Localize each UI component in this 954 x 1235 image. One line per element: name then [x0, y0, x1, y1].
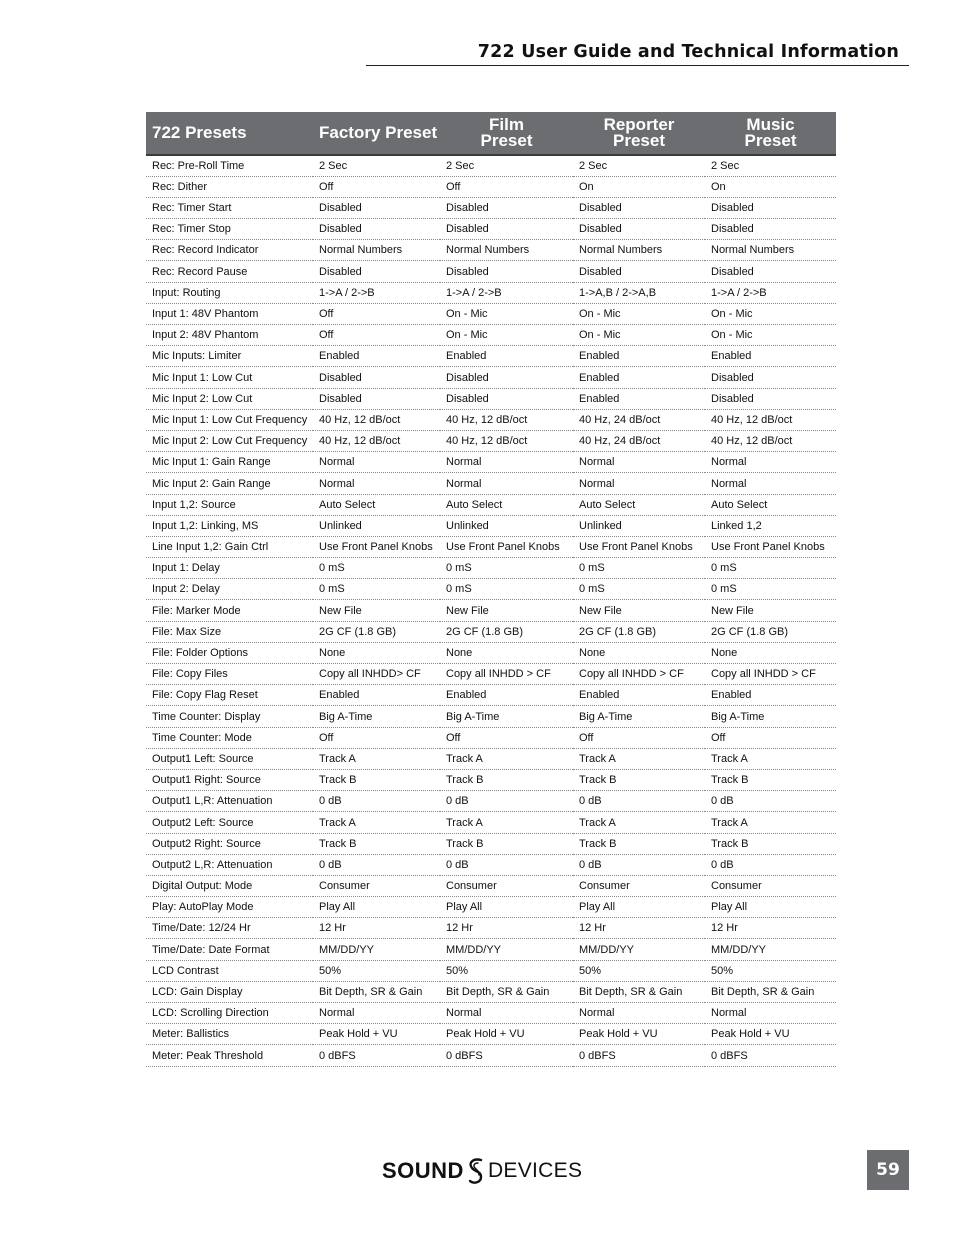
preset-value-cell: Disabled — [705, 261, 836, 282]
preset-value-cell: Track B — [440, 769, 573, 790]
table-row — [146, 303, 836, 324]
column-header — [705, 112, 836, 155]
preset-value-cell: Copy all INHDD > CF — [440, 664, 573, 685]
setting-name-cell: Play: AutoPlay Mode — [146, 897, 313, 918]
preset-value-cell: 50% — [440, 960, 573, 981]
preset-value-cell: Track A — [313, 812, 440, 833]
table-row — [146, 791, 836, 812]
setting-name-cell: File: Copy Files — [146, 664, 313, 685]
column-header-line: Reporter — [603, 115, 675, 134]
table-row — [146, 579, 836, 600]
preset-value-cell: MM/DD/YY — [313, 939, 440, 960]
preset-value-cell: 0 dB — [313, 854, 440, 875]
preset-value-cell: MM/DD/YY — [440, 939, 573, 960]
column-header — [313, 112, 440, 155]
preset-value-cell: Use Front Panel Knobs — [705, 536, 836, 557]
table-row — [146, 621, 836, 642]
preset-value-cell: 2G CF (1.8 GB) — [573, 621, 705, 642]
preset-value-cell: Copy all INHDD > CF — [573, 664, 705, 685]
preset-value-cell: Unlinked — [313, 515, 440, 536]
preset-value-cell: 0 mS — [573, 558, 705, 579]
preset-value-cell: Use Front Panel Knobs — [573, 536, 705, 557]
preset-value-cell: Normal — [440, 473, 573, 494]
logo-sound-text: SOUND — [382, 1158, 464, 1183]
setting-name-cell: Rec: Dither — [146, 176, 313, 197]
preset-value-cell: Off — [313, 303, 440, 324]
preset-value-cell: Use Front Panel Knobs — [313, 536, 440, 557]
preset-value-cell: Big A-Time — [313, 706, 440, 727]
preset-value-cell: Copy all INHDD > CF — [705, 664, 836, 685]
table-row — [146, 409, 836, 430]
preset-value-cell: Disabled — [573, 219, 705, 240]
preset-value-cell: Disabled — [573, 261, 705, 282]
preset-value-cell: Off — [573, 727, 705, 748]
preset-value-cell: Play All — [313, 897, 440, 918]
setting-name-cell: Output2 Right: Source — [146, 833, 313, 854]
setting-name-cell: Meter: Peak Threshold — [146, 1045, 313, 1066]
preset-value-cell: 0 dBFS — [705, 1045, 836, 1066]
preset-value-cell: Track A — [573, 748, 705, 769]
preset-value-cell: Track A — [705, 812, 836, 833]
preset-value-cell: 40 Hz, 12 dB/oct — [705, 430, 836, 451]
preset-value-cell: Big A-Time — [705, 706, 836, 727]
preset-value-cell: Disabled — [313, 219, 440, 240]
setting-name-cell: Time Counter: Mode — [146, 727, 313, 748]
preset-value-cell: Normal — [313, 1003, 440, 1024]
table-row — [146, 727, 836, 748]
setting-name-cell: File: Marker Mode — [146, 600, 313, 621]
preset-value-cell: 0 dB — [440, 854, 573, 875]
setting-name-cell: Input 2: Delay — [146, 579, 313, 600]
presets-table-header — [146, 112, 836, 155]
preset-value-cell: Normal — [573, 1003, 705, 1024]
setting-name-cell: File: Max Size — [146, 621, 313, 642]
preset-value-cell: Normal — [440, 452, 573, 473]
preset-value-cell: 0 dB — [440, 791, 573, 812]
header-row — [146, 112, 836, 155]
preset-value-cell: Bit Depth, SR & Gain — [705, 981, 836, 1002]
preset-value-cell: Play All — [573, 897, 705, 918]
column-header — [440, 112, 573, 155]
column-header — [146, 112, 313, 155]
table-row — [146, 452, 836, 473]
preset-value-cell: Track A — [440, 812, 573, 833]
preset-value-cell: Disabled — [313, 261, 440, 282]
preset-value-cell: Enabled — [313, 346, 440, 367]
preset-value-cell: Big A-Time — [573, 706, 705, 727]
preset-value-cell: 40 Hz, 12 dB/oct — [313, 430, 440, 451]
table-row — [146, 176, 836, 197]
setting-name-cell: Line Input 1,2: Gain Ctrl — [146, 536, 313, 557]
preset-value-cell: Enabled — [440, 685, 573, 706]
preset-value-cell: 0 mS — [313, 579, 440, 600]
setting-name-cell: File: Copy Flag Reset — [146, 685, 313, 706]
table-row — [146, 515, 836, 536]
preset-value-cell: None — [573, 642, 705, 663]
preset-value-cell: Peak Hold + VU — [313, 1024, 440, 1045]
table-row — [146, 473, 836, 494]
preset-value-cell: Bit Depth, SR & Gain — [573, 981, 705, 1002]
preset-value-cell: Play All — [705, 897, 836, 918]
preset-value-cell: 0 dB — [705, 854, 836, 875]
preset-value-cell: Track A — [573, 812, 705, 833]
preset-value-cell: Disabled — [313, 197, 440, 218]
table-row — [146, 282, 836, 303]
preset-value-cell: Peak Hold + VU — [705, 1024, 836, 1045]
sound-devices-logo — [382, 1154, 582, 1188]
table-row — [146, 240, 836, 261]
preset-value-cell: 0 mS — [440, 579, 573, 600]
setting-name-cell: Output1 Left: Source — [146, 748, 313, 769]
column-header-line: Preset — [744, 131, 797, 150]
setting-name-cell: Meter: Ballistics — [146, 1024, 313, 1045]
preset-value-cell: Disabled — [440, 388, 573, 409]
preset-value-cell: Enabled — [573, 685, 705, 706]
preset-value-cell: 0 mS — [313, 558, 440, 579]
preset-value-cell: Track B — [573, 769, 705, 790]
preset-value-cell: New File — [440, 600, 573, 621]
preset-value-cell: Disabled — [440, 219, 573, 240]
preset-value-cell: Off — [313, 176, 440, 197]
column-header-line: Film — [489, 115, 524, 134]
preset-value-cell: On — [705, 176, 836, 197]
setting-name-cell: LCD: Gain Display — [146, 981, 313, 1002]
setting-name-cell: Input 2: 48V Phantom — [146, 325, 313, 346]
preset-value-cell: Auto Select — [705, 494, 836, 515]
table-row — [146, 388, 836, 409]
preset-value-cell: Normal Numbers — [313, 240, 440, 261]
document-header: 722 User Guide and Technical Information — [366, 40, 909, 66]
preset-value-cell: 40 Hz, 24 dB/oct — [573, 430, 705, 451]
setting-name-cell: Rec: Timer Stop — [146, 219, 313, 240]
preset-value-cell: Peak Hold + VU — [573, 1024, 705, 1045]
preset-value-cell: Disabled — [705, 388, 836, 409]
table-row — [146, 875, 836, 896]
setting-name-cell: Rec: Pre-Roll Time — [146, 155, 313, 176]
setting-name-cell: Rec: Record Indicator — [146, 240, 313, 261]
preset-value-cell: 2 Sec — [313, 155, 440, 176]
setting-name-cell: Time/Date: Date Format — [146, 939, 313, 960]
table-row — [146, 367, 836, 388]
preset-value-cell: 2 Sec — [573, 155, 705, 176]
preset-value-cell: New File — [573, 600, 705, 621]
table-row — [146, 600, 836, 621]
preset-value-cell: Disabled — [705, 219, 836, 240]
column-header-line: Music — [746, 115, 795, 134]
preset-value-cell: Copy all INHDD> CF — [313, 664, 440, 685]
preset-value-cell: Normal — [440, 1003, 573, 1024]
preset-value-cell: Disabled — [440, 197, 573, 218]
preset-value-cell: 0 dBFS — [440, 1045, 573, 1066]
preset-value-cell: Consumer — [313, 875, 440, 896]
setting-name-cell: File: Folder Options — [146, 642, 313, 663]
table-row — [146, 1045, 836, 1066]
preset-value-cell: 2 Sec — [440, 155, 573, 176]
setting-name-cell: Mic Inputs: Limiter — [146, 346, 313, 367]
setting-name-cell: Time Counter: Display — [146, 706, 313, 727]
preset-value-cell: Auto Select — [573, 494, 705, 515]
preset-value-cell: 40 Hz, 12 dB/oct — [440, 409, 573, 430]
preset-value-cell: Track A — [440, 748, 573, 769]
preset-value-cell: Disabled — [705, 197, 836, 218]
preset-value-cell: Off — [440, 727, 573, 748]
preset-value-cell: Normal Numbers — [440, 240, 573, 261]
preset-value-cell: Track B — [573, 833, 705, 854]
preset-value-cell: Auto Select — [313, 494, 440, 515]
setting-name-cell: Mic Input 1: Gain Range — [146, 452, 313, 473]
preset-value-cell: 1->A / 2->B — [440, 282, 573, 303]
table-row — [146, 536, 836, 557]
preset-value-cell: Enabled — [573, 388, 705, 409]
preset-value-cell: On — [573, 176, 705, 197]
setting-name-cell: Input 1: 48V Phantom — [146, 303, 313, 324]
setting-name-cell: Rec: Record Pause — [146, 261, 313, 282]
table-row — [146, 197, 836, 218]
preset-value-cell: Enabled — [705, 346, 836, 367]
preset-value-cell: Track B — [440, 833, 573, 854]
table-row — [146, 897, 836, 918]
preset-value-cell: On - Mic — [440, 303, 573, 324]
preset-value-cell: Enabled — [440, 346, 573, 367]
preset-value-cell: Normal — [313, 452, 440, 473]
column-header-line: Factory Preset — [319, 123, 438, 142]
table-row — [146, 769, 836, 790]
preset-value-cell: Disabled — [313, 388, 440, 409]
table-row — [146, 812, 836, 833]
preset-value-cell: 0 mS — [705, 558, 836, 579]
preset-value-cell: Track B — [705, 769, 836, 790]
setting-name-cell: Output2 L,R: Attenuation — [146, 854, 313, 875]
preset-value-cell: Consumer — [573, 875, 705, 896]
preset-value-cell: Normal — [573, 473, 705, 494]
preset-value-cell: 1->A / 2->B — [313, 282, 440, 303]
preset-value-cell: Unlinked — [440, 515, 573, 536]
preset-value-cell: Off — [440, 176, 573, 197]
table-row — [146, 960, 836, 981]
setting-name-cell: Output1 L,R: Attenuation — [146, 791, 313, 812]
setting-name-cell: Input 1: Delay — [146, 558, 313, 579]
setting-name-cell: Digital Output: Mode — [146, 875, 313, 896]
table-row — [146, 261, 836, 282]
preset-value-cell: 2 Sec — [705, 155, 836, 176]
table-row — [146, 664, 836, 685]
preset-value-cell: New File — [705, 600, 836, 621]
table-row — [146, 219, 836, 240]
preset-value-cell: Disabled — [313, 367, 440, 388]
table-row — [146, 494, 836, 515]
preset-value-cell: 0 mS — [573, 579, 705, 600]
preset-value-cell: Auto Select — [440, 494, 573, 515]
preset-value-cell: 2G CF (1.8 GB) — [440, 621, 573, 642]
preset-value-cell: On - Mic — [440, 325, 573, 346]
setting-name-cell: LCD Contrast — [146, 960, 313, 981]
preset-value-cell: 0 mS — [705, 579, 836, 600]
setting-name-cell: Rec: Timer Start — [146, 197, 313, 218]
preset-value-cell: Normal — [705, 1003, 836, 1024]
preset-value-cell: 12 Hr — [573, 918, 705, 939]
column-header — [573, 112, 705, 155]
column-header-line: Preset — [480, 131, 533, 150]
preset-value-cell: Track A — [313, 748, 440, 769]
preset-value-cell: Consumer — [705, 875, 836, 896]
preset-value-cell: 50% — [705, 960, 836, 981]
preset-value-cell: 12 Hr — [705, 918, 836, 939]
preset-value-cell: MM/DD/YY — [705, 939, 836, 960]
preset-value-cell: Normal — [313, 473, 440, 494]
setting-name-cell: Mic Input 1: Low Cut Frequency — [146, 409, 313, 430]
preset-value-cell: 0 dB — [573, 854, 705, 875]
preset-value-cell: 0 dBFS — [313, 1045, 440, 1066]
preset-value-cell: On - Mic — [705, 325, 836, 346]
preset-value-cell: 12 Hr — [313, 918, 440, 939]
preset-value-cell: Disabled — [573, 197, 705, 218]
presets-table — [146, 112, 836, 1067]
preset-value-cell: Linked 1,2 — [705, 515, 836, 536]
preset-value-cell: Unlinked — [573, 515, 705, 536]
setting-name-cell: LCD: Scrolling Direction — [146, 1003, 313, 1024]
setting-name-cell: Output2 Left: Source — [146, 812, 313, 833]
swirl-s-icon — [465, 1156, 487, 1186]
table-row — [146, 939, 836, 960]
preset-value-cell: Enabled — [573, 346, 705, 367]
setting-name-cell: Input 1,2: Linking, MS — [146, 515, 313, 536]
page-number: 59 — [867, 1150, 909, 1190]
preset-value-cell: Bit Depth, SR & Gain — [313, 981, 440, 1002]
column-header-line: 722 Presets — [152, 123, 247, 142]
preset-value-cell: 1->A,B / 2->A,B — [573, 282, 705, 303]
table-row — [146, 854, 836, 875]
preset-value-cell: On - Mic — [573, 303, 705, 324]
preset-value-cell: Normal — [705, 473, 836, 494]
table-row — [146, 833, 836, 854]
setting-name-cell: Input: Routing — [146, 282, 313, 303]
preset-value-cell: 40 Hz, 24 dB/oct — [573, 409, 705, 430]
table-row — [146, 918, 836, 939]
preset-value-cell: None — [705, 642, 836, 663]
table-row — [146, 1003, 836, 1024]
table-row — [146, 155, 836, 176]
table-row — [146, 748, 836, 769]
table-row — [146, 642, 836, 663]
preset-value-cell: Track A — [705, 748, 836, 769]
setting-name-cell: Input 1,2: Source — [146, 494, 313, 515]
preset-value-cell: 40 Hz, 12 dB/oct — [440, 430, 573, 451]
preset-value-cell: 40 Hz, 12 dB/oct — [705, 409, 836, 430]
setting-name-cell: Mic Input 2: Low Cut — [146, 388, 313, 409]
preset-value-cell: Off — [313, 325, 440, 346]
preset-value-cell: Disabled — [440, 367, 573, 388]
table-row — [146, 325, 836, 346]
preset-value-cell: Off — [313, 727, 440, 748]
preset-value-cell: Track B — [313, 769, 440, 790]
preset-value-cell: Big A-Time — [440, 706, 573, 727]
preset-value-cell: Normal Numbers — [705, 240, 836, 261]
setting-name-cell: Mic Input 2: Low Cut Frequency — [146, 430, 313, 451]
table-row — [146, 706, 836, 727]
preset-value-cell: 0 dB — [705, 791, 836, 812]
preset-value-cell: On - Mic — [573, 325, 705, 346]
preset-value-cell: 0 dB — [573, 791, 705, 812]
preset-value-cell: Play All — [440, 897, 573, 918]
preset-value-cell: New File — [313, 600, 440, 621]
preset-value-cell: 2G CF (1.8 GB) — [313, 621, 440, 642]
table-row — [146, 346, 836, 367]
preset-value-cell: 40 Hz, 12 dB/oct — [313, 409, 440, 430]
preset-value-cell: Normal — [573, 452, 705, 473]
preset-value-cell: MM/DD/YY — [573, 939, 705, 960]
preset-value-cell: Off — [705, 727, 836, 748]
preset-value-cell: On - Mic — [705, 303, 836, 324]
preset-value-cell: 50% — [313, 960, 440, 981]
preset-value-cell: Disabled — [440, 261, 573, 282]
preset-value-cell: Peak Hold + VU — [440, 1024, 573, 1045]
setting-name-cell: Mic Input 1: Low Cut — [146, 367, 313, 388]
preset-value-cell: Normal — [705, 452, 836, 473]
table-row — [146, 1024, 836, 1045]
column-header-line: Preset — [613, 131, 665, 150]
preset-value-cell: Bit Depth, SR & Gain — [440, 981, 573, 1002]
preset-value-cell: 50% — [573, 960, 705, 981]
table-row — [146, 430, 836, 451]
preset-value-cell: 0 dBFS — [573, 1045, 705, 1066]
preset-value-cell: None — [313, 642, 440, 663]
table-row — [146, 685, 836, 706]
preset-value-cell: 12 Hr — [440, 918, 573, 939]
presets-table-body — [146, 155, 836, 1066]
preset-value-cell: 1->A / 2->B — [705, 282, 836, 303]
preset-value-cell: Consumer — [440, 875, 573, 896]
preset-value-cell: Track B — [705, 833, 836, 854]
preset-value-cell: 2G CF (1.8 GB) — [705, 621, 836, 642]
setting-name-cell: Time/Date: 12/24 Hr — [146, 918, 313, 939]
setting-name-cell: Mic Input 2: Gain Range — [146, 473, 313, 494]
preset-value-cell: None — [440, 642, 573, 663]
preset-value-cell: 0 mS — [440, 558, 573, 579]
setting-name-cell: Output1 Right: Source — [146, 769, 313, 790]
table-row — [146, 558, 836, 579]
preset-value-cell: Normal Numbers — [573, 240, 705, 261]
preset-value-cell: Use Front Panel Knobs — [440, 536, 573, 557]
preset-value-cell: Enabled — [573, 367, 705, 388]
preset-value-cell: Track B — [313, 833, 440, 854]
preset-value-cell: Disabled — [705, 367, 836, 388]
preset-value-cell: Enabled — [313, 685, 440, 706]
preset-value-cell: 0 dB — [313, 791, 440, 812]
table-row — [146, 981, 836, 1002]
logo-devices-text: DEVICES — [487, 1159, 583, 1182]
preset-value-cell: Enabled — [705, 685, 836, 706]
